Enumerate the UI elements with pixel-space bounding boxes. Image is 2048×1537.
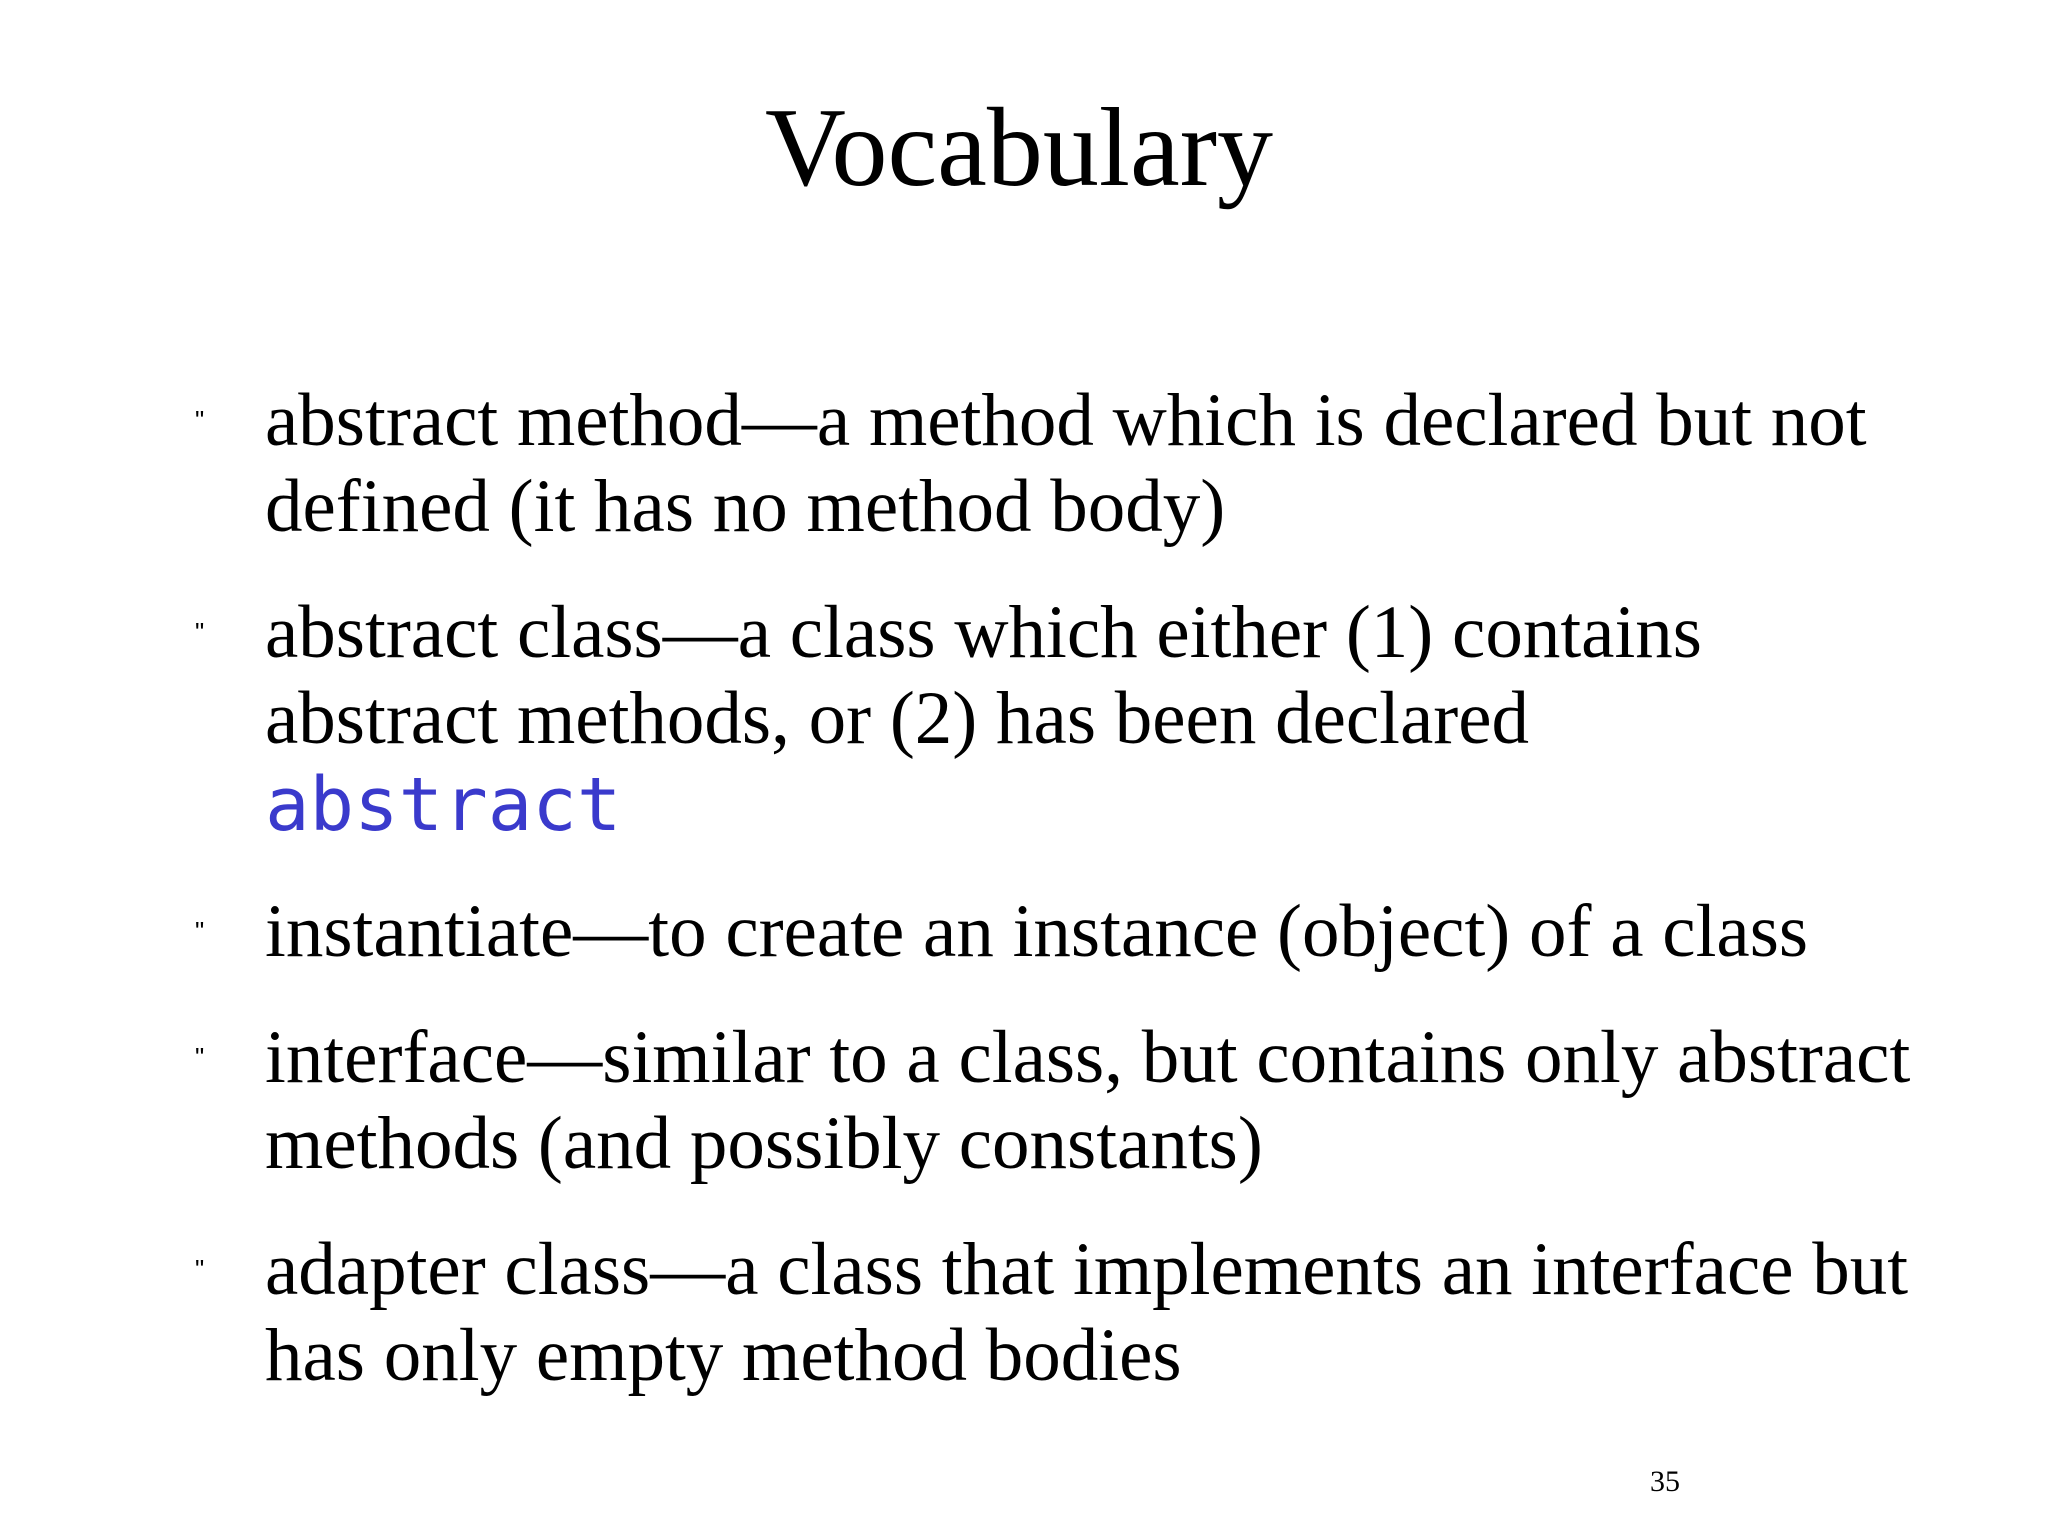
bullet-list xyxy=(195,378,1915,1439)
bullet-item-instantiate xyxy=(195,889,1915,975)
bullet-marker-icon: " xyxy=(195,1254,205,1284)
bullet-text: abstract class—a class which either (1) contains abstract methods, or (2) has been declared xyxy=(265,591,1702,760)
bullet-item-abstract-method xyxy=(195,378,1915,550)
bullet-text: interface—similar to a class, but contains only abstract methods (and possibly constants) xyxy=(265,1016,1911,1185)
code-keyword-abstract: abstract xyxy=(265,762,622,848)
bullet-marker-icon: " xyxy=(195,405,205,435)
bullet-marker-icon: " xyxy=(195,1042,205,1072)
bullet-text: adapter class—a class that implements an interface but has only empty method bodies xyxy=(265,1228,1909,1397)
bullet-item-adapter-class xyxy=(195,1227,1915,1399)
slide-title: Vocabulary xyxy=(765,86,1273,210)
bullet-text: abstract method—a method which is declared but not defined (it has no method body) xyxy=(265,379,1867,548)
bullet-item-abstract-class xyxy=(195,590,1915,849)
bullet-item-interface xyxy=(195,1015,1915,1187)
bullet-marker-icon: " xyxy=(195,916,205,946)
bullet-text: instantiate—to create an instance (object) of a class xyxy=(265,890,1809,973)
page-number: 35 xyxy=(1650,1465,1680,1498)
bullet-marker-icon: " xyxy=(195,617,205,647)
